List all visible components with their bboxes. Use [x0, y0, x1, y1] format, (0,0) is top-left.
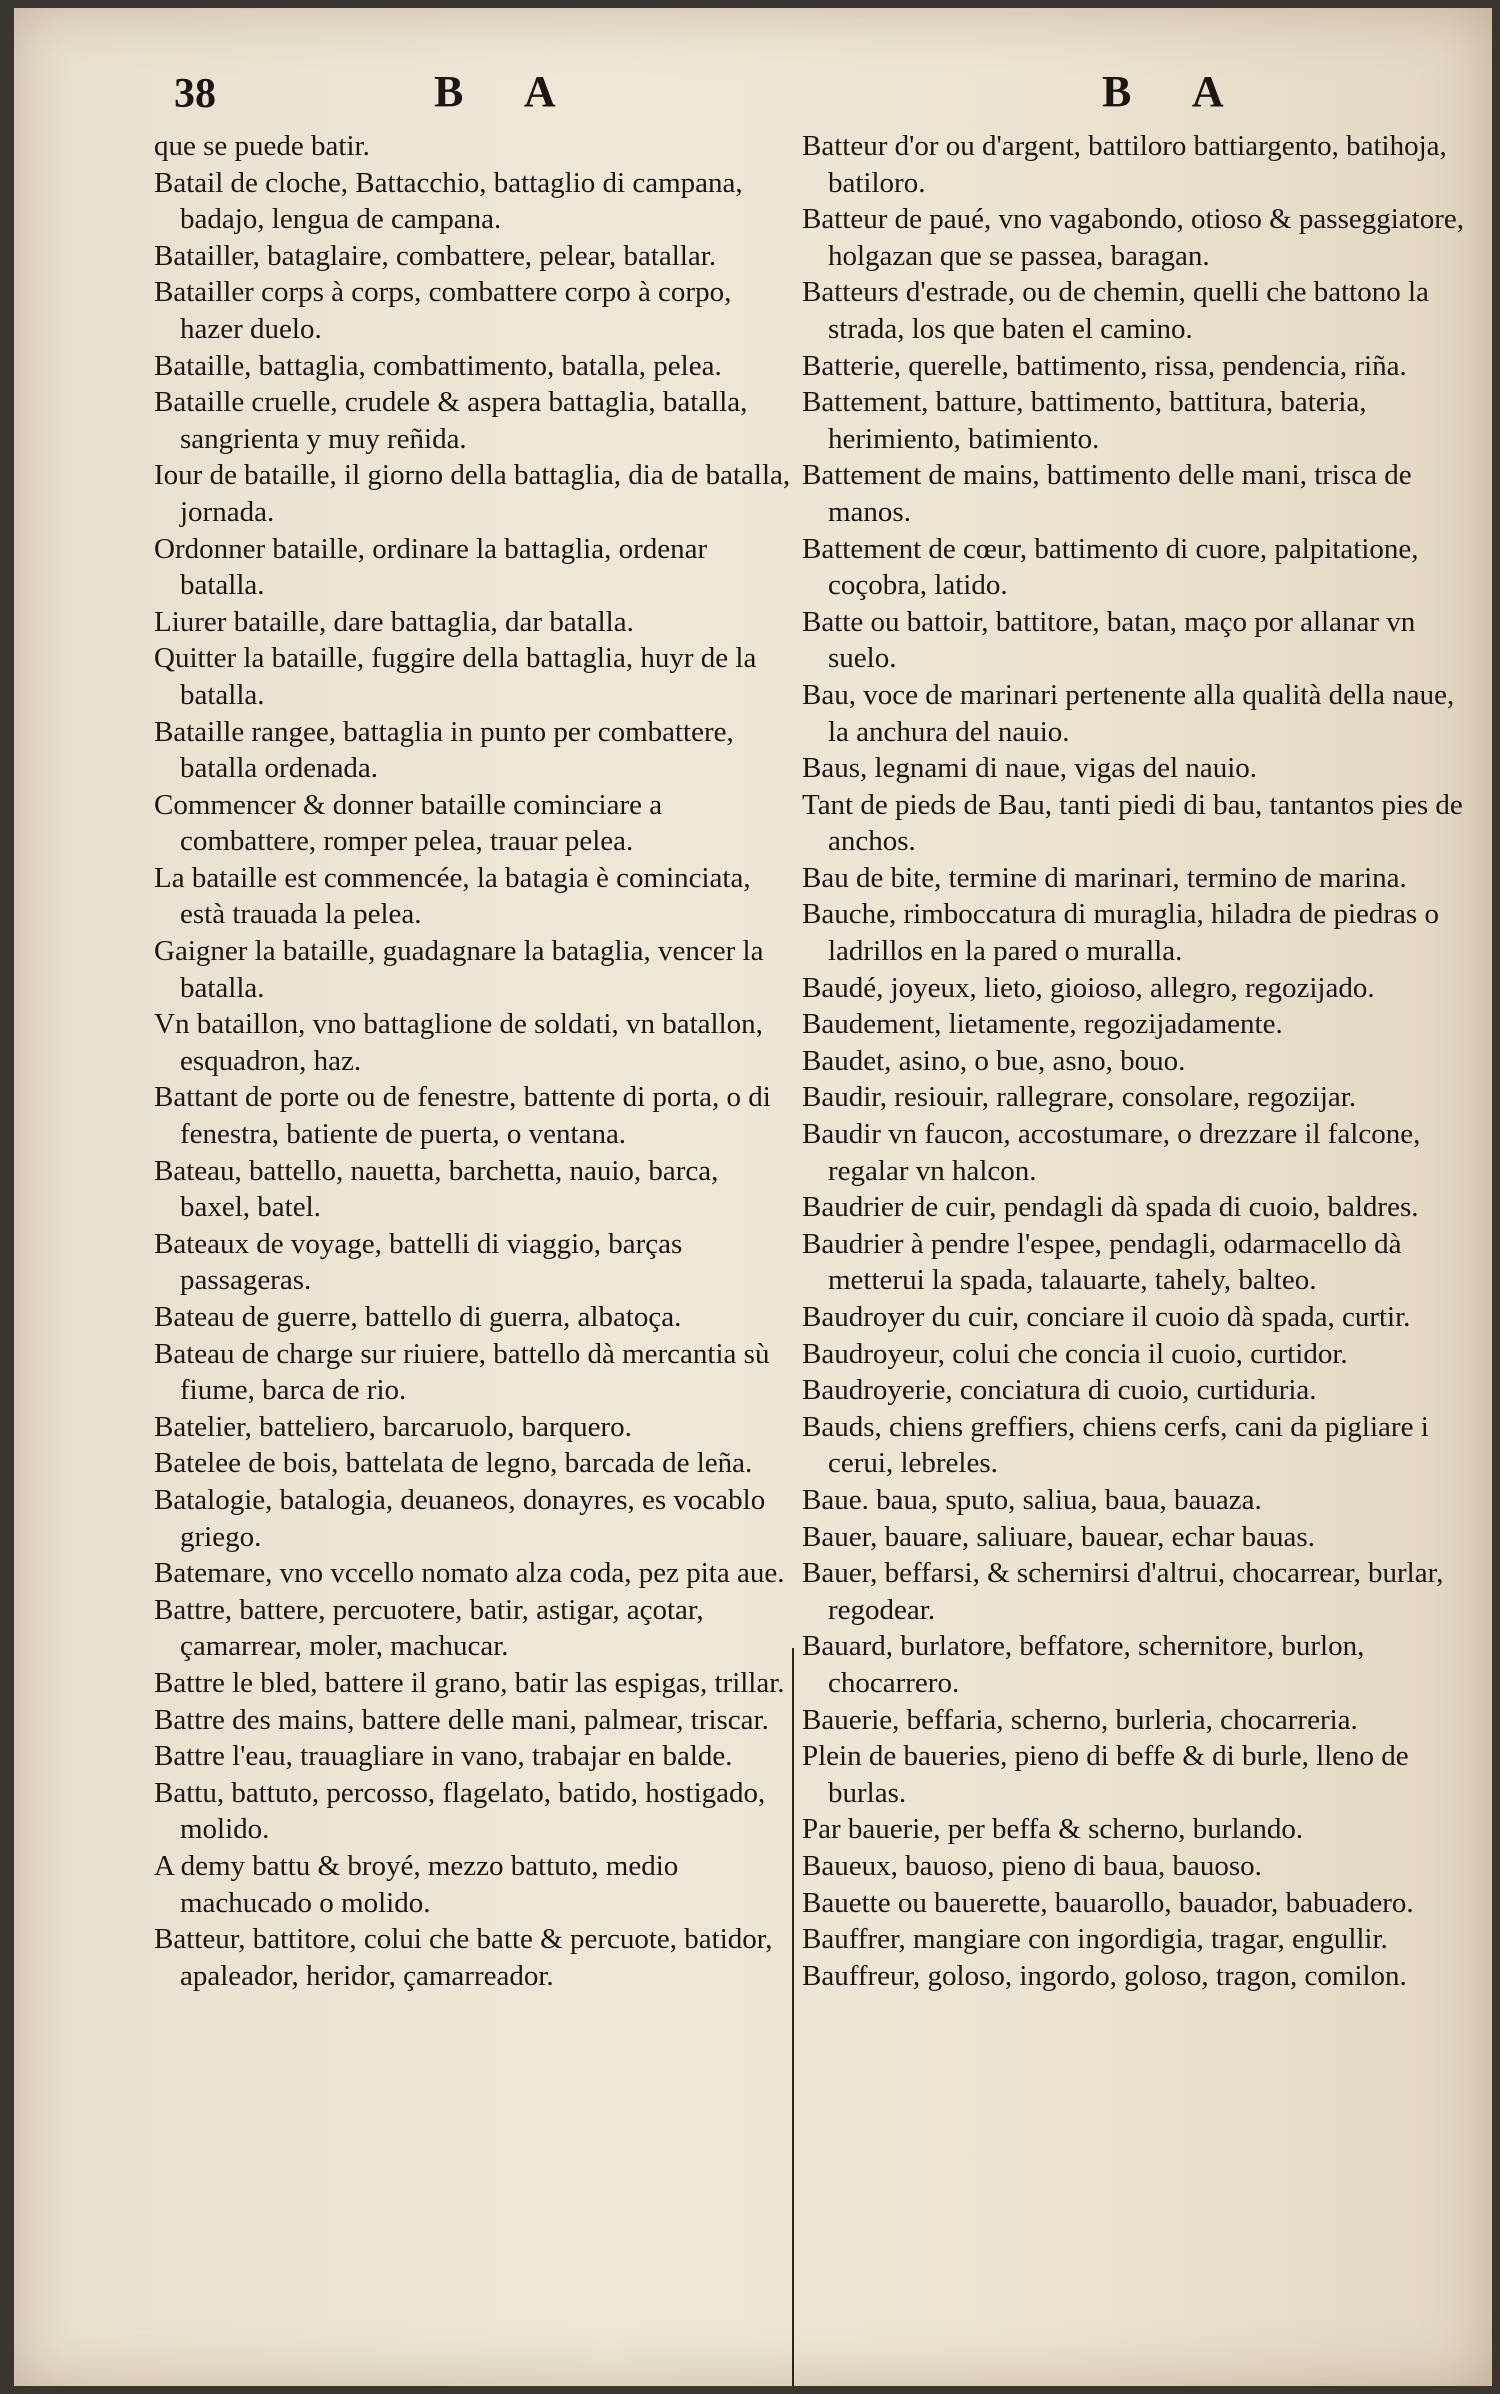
dictionary-entry: La bataille est commencée, la batagia è cominciata, està trauada la pelea. [154, 861, 751, 931]
dictionary-entry: Baudroyer du cuir, conciare il cuoio dà spada, curtir. [802, 1301, 1411, 1333]
dictionary-entry: Baudrier de cuir, pendagli dà spada di cuoio, baldres. [802, 1191, 1419, 1224]
dictionary-entry: Baudrier à pendre l'espee, pendagli, odarmacello dà metterui la spada, talauarte, tahely, balteo. [802, 1227, 1402, 1297]
dictionary-entry: Battu, battuto, percosso, flagelato, batido, hostigado, molido. [154, 1776, 766, 1846]
dictionary-entry: Baueux, bauoso, pieno di baua, bauoso. [802, 1849, 1262, 1882]
dictionary-entry: Batteur, battitore, colui che batte & percuote, batidor, apaleador, heridor, çamarreador. [154, 1923, 773, 1992]
dictionary-entry: Baudet, asino, o bue, asno, bouo. [802, 1044, 1186, 1077]
dictionary-entry: Bauche, rimboccatura di muraglia, hiladra de piedras o ladrillos en la pared o muralla. [802, 898, 1439, 968]
dictionary-entry: Batelee de bois, battelata de legno, barcada de leña. [154, 1447, 753, 1480]
dictionary-entry: Batalogie, batalogia, deuaneos, donayres, es vocablo griego. [154, 1483, 766, 1553]
dictionary-entry: Bauette ou bauerette, bauarollo, bauador, babuadero. [802, 1886, 1414, 1919]
dictionary-entry: Quitter la bataille, fuggire della battaglia, huyr de la batalla. [154, 642, 757, 711]
dictionary-entry: Baudir vn faucon, accostumare, o drezzare il falcone, regalar vn halcon. [802, 1118, 1421, 1187]
dictionary-entry: Bau de bite, termine di marinari, termino de marina. [802, 861, 1407, 894]
dictionary-entry: Batte ou battoir, battitore, batan, maço por allanar vn suelo. [802, 605, 1416, 675]
dictionary-entry: que se puede batir. [154, 130, 370, 162]
dictionary-entry: Gaigner la bataille, guadagnare la bataglia, vencer la batalla. [154, 935, 764, 1004]
dictionary-entry: Baudroyerie, conciatura di cuoio, curtiduria. [802, 1374, 1317, 1407]
right-column [802, 128, 1468, 1994]
dictionary-entry: A demy battu & broyé, mezzo battuto, medio machucado o molido. [154, 1849, 679, 1919]
page-number: 38 [174, 71, 216, 117]
dictionary-entry: Batterie, querelle, battimento, rissa, pendencia, riña. [802, 349, 1407, 382]
dictionary-entry: Baudir, resiouir, rallegrare, consolare, regozijar. [802, 1081, 1357, 1114]
dictionary-entry: Batail de cloche, Battacchio, battaglio di campana, badajo, lengua de campana. [154, 166, 743, 236]
dictionary-entry: Batteurs d'estrade, ou de chemin, quelli che battono la strada, los que baten el camino. [802, 276, 1429, 345]
dictionary-entry: Bateau de guerre, battello di guerra, albatoça. [154, 1301, 682, 1333]
dictionary-entry: Bauer, beffarsi, & schernirsi d'altrui, chocarrear, burlar, regodear. [802, 1557, 1444, 1626]
dictionary-entry: Bateaux de voyage, battelli di viaggio, barças passageras. [154, 1227, 683, 1297]
dictionary-entry: Battre le bled, battere il grano, batir las espigas, trillar. [154, 1666, 785, 1699]
dictionary-entry: Vn bataillon, vno battaglione de soldati, vn batallon, esquadron, haz. [154, 1008, 763, 1077]
dictionary-entry: Baue. baua, sputo, saliua, baua, bauaza. [802, 1483, 1262, 1516]
dictionary-entry: Bataille rangee, battaglia in punto per combattere, batalla ordenada. [154, 715, 734, 785]
dictionary-entry: Battre l'eau, trauagliare in vano, trabajar en balde. [154, 1740, 733, 1773]
dictionary-entry: Bauerie, beffaria, scherno, burleria, chocarreria. [802, 1703, 1358, 1736]
dictionary-entry: Bateau de charge sur riuiere, battello dà mercantia sù fiume, barca de rio. [154, 1337, 770, 1407]
dictionary-entry: Baudé, joyeux, lieto, gioioso, allegro, regozijado. [802, 971, 1375, 1004]
dictionary-entry: Batelier, batteliero, barcaruolo, barquero. [154, 1410, 632, 1443]
dictionary-entry: Batailler, bataglaire, combattere, pelear, batallar. [154, 239, 717, 272]
left-column [154, 128, 794, 1994]
dictionary-entry: Par bauerie, per beffa & scherno, burlando. [802, 1813, 1304, 1846]
dictionary-entry: Batteur d'or ou d'argent, battiloro battiargento, batihoja, batiloro. [802, 130, 1447, 199]
dictionary-entry: Batteur de paué, vno vagabondo, otioso & passeggiatore, holgazan que se passea, baragan. [802, 203, 1465, 272]
dictionary-entry: Bauer, bauare, saliuare, bauear, echar bauas. [802, 1520, 1315, 1553]
dictionary-entry: Liurer bataille, dare battaglia, dar batalla. [154, 605, 634, 638]
dictionary-entry: Battre des mains, battere delle mani, palmear, triscar. [154, 1703, 769, 1736]
dictionary-entry: Baudement, lietamente, regozijadamente. [802, 1008, 1283, 1041]
dictionary-entry: Battant de porte ou de fenestre, battente di porta, o di fenestra, batiente de puerta, o ventana. [154, 1081, 771, 1151]
dictionary-entry: Ordonner bataille, ordinare la battaglia, ordenar batalla. [154, 532, 708, 602]
dictionary-entry: Battement, batture, battimento, battitura, bateria, herimiento, batimiento. [802, 386, 1367, 455]
dictionary-entry: Baus, legnami di naue, vigas del nauio. [802, 752, 1258, 785]
dictionary-entry: Bauard, burlatore, beffatore, schernitore, burlon, chocarrero. [802, 1630, 1365, 1699]
dictionary-entry: Bauffrer, mangiare con ingordigia, tragar, engullir. [802, 1923, 1388, 1956]
dictionary-entry: Bauds, chiens greffiers, chiens cerfs, cani da pigliare i cerui, lebreles. [802, 1410, 1429, 1480]
dictionary-entry: Bataille, battaglia, combattimento, batalla, pelea. [154, 349, 722, 382]
dictionary-entry: Battement de mains, battimento delle mani, trisca de manos. [802, 459, 1412, 528]
dictionary-entry: Bau, voce de marinari pertenente alla qualità della naue, la anchura del nauio. [802, 678, 1455, 748]
book-page [14, 8, 1492, 2386]
dictionary-entry: Commencer & donner bataille cominciare a combattere, romper pelea, trauar pelea. [154, 788, 663, 858]
dictionary-entry: Battement de cœur, battimento di cuore, palpitatione, coçobra, latido. [802, 532, 1419, 602]
dictionary-entry: Plein de baueries, pieno di beffe & di burle, lleno de burlas. [802, 1740, 1409, 1809]
dictionary-entry: Bauffreur, goloso, ingordo, goloso, tragon, comilon. [802, 1959, 1407, 1992]
dictionary-entry: Battre, battere, percuotere, batir, astigar, açotar, çamarrear, moler, machucar. [154, 1593, 704, 1663]
dictionary-entry: Baudroyeur, colui che concia il cuoio, curtidor. [802, 1337, 1348, 1370]
dictionary-entry: Batemare, vno vccello nomato alza coda, pez pita aue. [154, 1557, 785, 1590]
dictionary-entry: Bateau, battello, nauetta, barchetta, nauio, barca, baxel, batel. [154, 1154, 719, 1224]
running-head-right: B A [1102, 67, 1250, 116]
dictionary-entry: Iour de bataille, il giorno della battaglia, dia de batalla, jornada. [154, 459, 791, 528]
column-divider [792, 1648, 794, 2386]
dictionary-entry: Tant de pieds de Bau, tanti piedi di bau, tantantos pies de anchos. [802, 788, 1463, 858]
dictionary-entry: Batailler corps à corps, combattere corpo à corpo, hazer duelo. [154, 276, 732, 345]
running-head-left: B A [434, 67, 582, 116]
dictionary-entry: Bataille cruelle, crudele & aspera battaglia, batalla, sangrienta y muy reñida. [154, 386, 748, 455]
